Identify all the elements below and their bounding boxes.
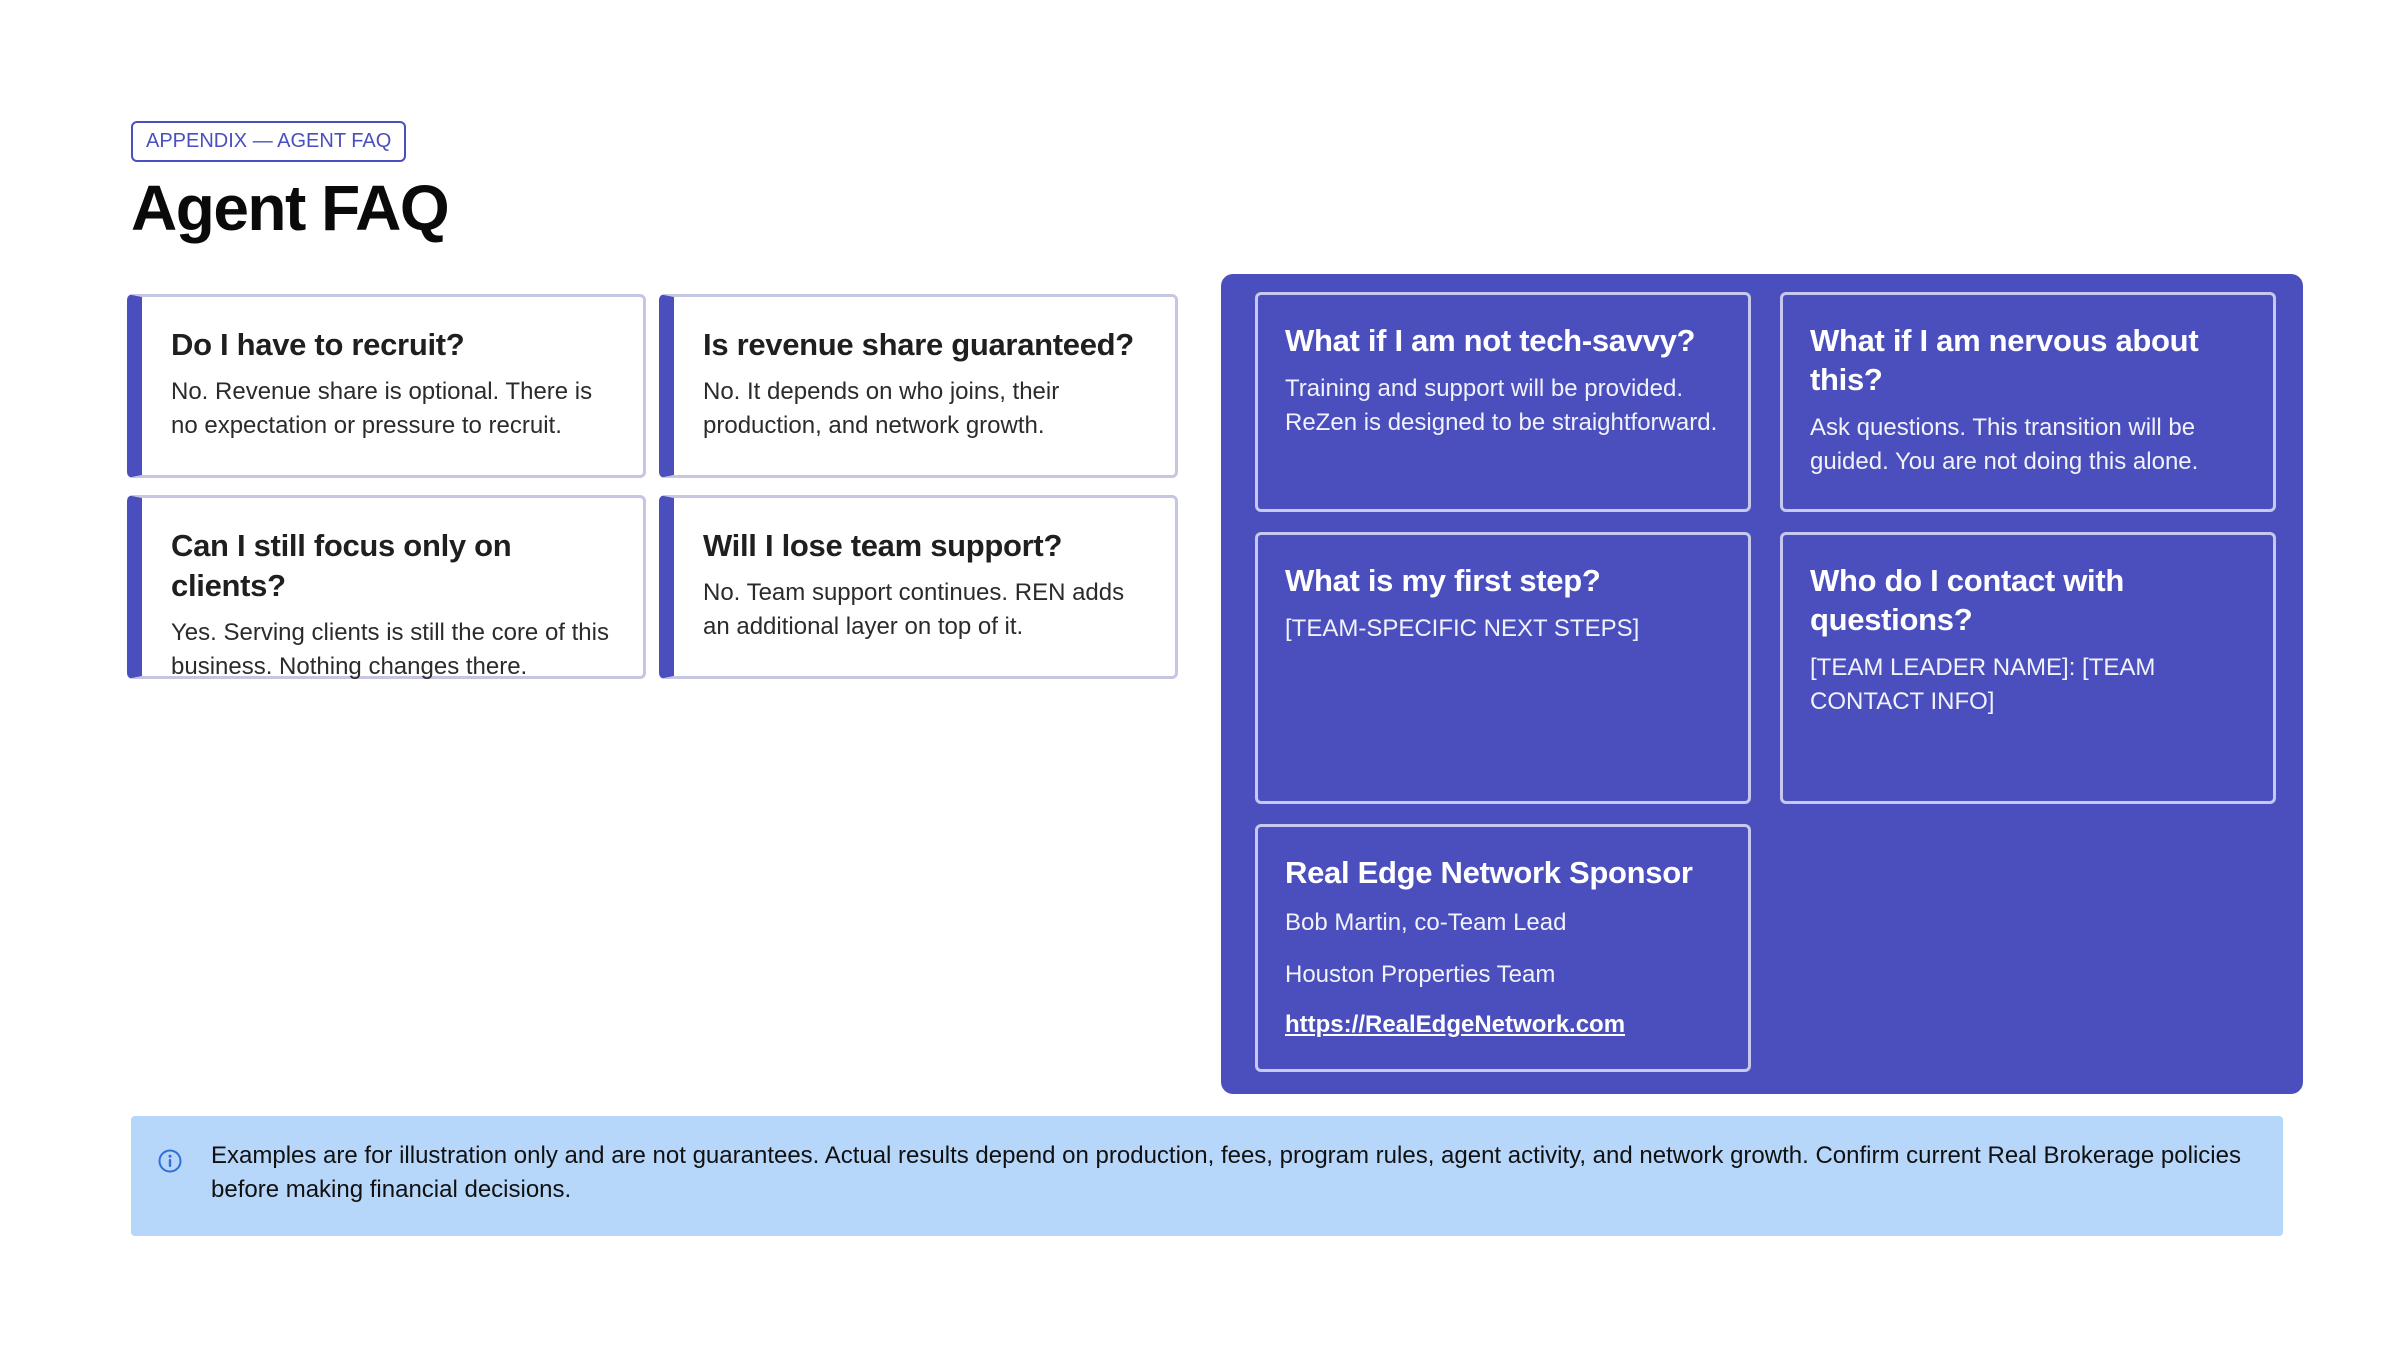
faq-answer: Yes. Serving clients is still the core of this business. Nothing changes there. xyxy=(171,619,609,680)
disclaimer-text: Examples are for illustration only and are not guarantees. Actual results depend on production, fees, program rules, agent activity, and network growth. Confirm current Real Brokerage policies before making financial decisions. xyxy=(211,1142,2241,1203)
faq-question: What is my first step? xyxy=(1285,563,1601,598)
faq-answer: [TEAM LEADER NAME]: [TEAM CONTACT INFO] xyxy=(1810,654,2156,715)
faq-question: Is revenue share guaranteed? xyxy=(703,327,1134,362)
faq-card-nervous xyxy=(1780,292,2276,512)
faq-question: What if I am nervous about this? xyxy=(1810,323,2199,397)
faq-question: Who do I contact with questions? xyxy=(1810,563,2124,637)
section-eyebrow-badge: APPENDIX — AGENT FAQ xyxy=(131,121,406,162)
page-title: Agent FAQ xyxy=(131,172,449,244)
faq-card-recruit xyxy=(127,294,646,478)
info-icon xyxy=(157,1148,183,1174)
faq-answer: Training and support will be provided. ReZen is designed to be straightforward. xyxy=(1285,375,1718,436)
sponsor-team: Houston Properties Team xyxy=(1285,961,1556,988)
faq-answer: No. It depends on who joins, their production, and network growth. xyxy=(703,378,1060,439)
faq-card-focus-clients xyxy=(127,495,646,679)
faq-card-tech-savvy xyxy=(1255,292,1751,512)
faq-question: Can I still focus only on clients? xyxy=(171,528,512,603)
sponsor-card xyxy=(1255,824,1751,1072)
faq-question: What if I am not tech-savvy? xyxy=(1285,323,1696,358)
faq-card-team-support xyxy=(659,495,1178,679)
faq-question: Will I lose team support? xyxy=(703,528,1063,563)
sponsor-website-link[interactable]: https://RealEdgeNetwork.com xyxy=(1285,1011,1626,1038)
faq-card-revenue-share xyxy=(659,294,1178,478)
sponsor-name: Bob Martin, co-Team Lead xyxy=(1285,909,1567,936)
sponsor-title: Real Edge Network Sponsor xyxy=(1285,855,1693,890)
faq-answer: [TEAM-SPECIFIC NEXT STEPS] xyxy=(1285,615,1640,642)
faq-card-contact xyxy=(1780,532,2276,804)
faq-question: Do I have to recruit? xyxy=(171,327,465,362)
faq-card-first-step xyxy=(1255,532,1751,804)
faq-answer: No. Team support continues. REN adds an additional layer on top of it. xyxy=(703,579,1125,640)
faq-answer: Ask questions. This transition will be guided. You are not doing this alone. xyxy=(1810,414,2199,475)
faq-answer: No. Revenue share is optional. There is no expectation or pressure to recruit. xyxy=(171,378,593,439)
faq-highlight-panel xyxy=(1221,274,2303,1094)
disclaimer-banner xyxy=(131,1116,2283,1236)
